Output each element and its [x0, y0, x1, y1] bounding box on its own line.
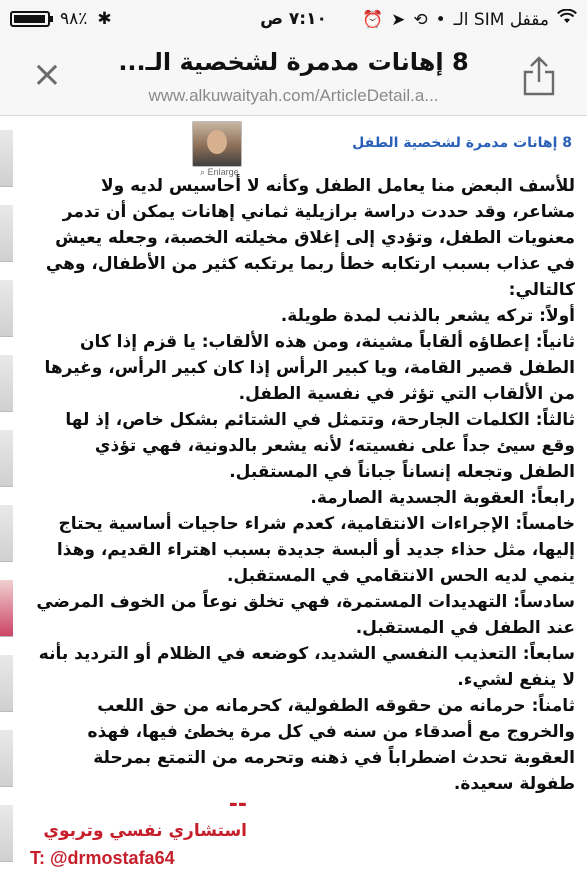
paragraph-2: ثانياً: إعطاؤه ألقاباً مشينة، ومن هذه الألقاب: يا قزم إذا كان الطفل قصير القامة، ويا كبير الرأس إذا كان كبير الرأس، وغيرها من الألقاب التي تؤثر في نفسية الطفل.	[44, 332, 575, 404]
browser-nav-bar	[0, 38, 587, 116]
status-carrier: الـ SIM مقفل	[453, 9, 549, 30]
status-right	[362, 9, 577, 30]
thumbnail	[0, 430, 13, 487]
close-icon: ×	[31, 54, 63, 95]
status-time: ٧:١٠ ص	[260, 9, 327, 29]
close-button[interactable]	[28, 56, 66, 94]
signature-handle[interactable]: T: @drmostafa64	[30, 848, 175, 868]
article	[22, 115, 587, 883]
paragraph-3: ثالثاً: الكلمات الجارحة، وتتمثل في الشتائم بشكل خاص، إذ لها وقع سيئ جداً على نفسيته؛ لأنه يشعر بالدونية، فهي تؤذي الطفل وتجعله إنساناً جباناً في المستقبل.	[65, 410, 575, 482]
enlarge-text: Enlarge	[207, 167, 239, 177]
page-title: 8 إهانات مدمرة لشخصية الـ...	[118, 48, 469, 76]
paragraph-1: أولاً: تركه يشعر بالذنب لمدة طويلة.	[280, 306, 575, 326]
paragraph-8: ثامناً: حرمانه من حقوقه الطفولية، كحرمانه من حق اللعب والخروج مع أصدقاء من سنه في كل مرة يخطئ فيها، فهذه العقوبة تحدث اضطراباً في ذهنه وتحرمه من التمتع بمرحلة طفولة سعيدة.	[87, 696, 575, 794]
signature-role: استشاري نفسي وتربوي	[43, 821, 247, 841]
author-photo[interactable]	[192, 121, 242, 167]
share-button[interactable]	[519, 54, 559, 98]
thumbnail	[0, 505, 13, 562]
left-thumbnail-strip	[0, 115, 14, 883]
paragraph-7: سابعاً: التعذيب النفسي الشديد، كوضعه في الظلام أو الترديد بأنه لا ينفع لشيء.	[38, 644, 575, 690]
thumbnail	[0, 355, 13, 412]
dot-icon: •	[435, 9, 446, 30]
page-url[interactable]: www.alkuwaityah.com/ArticleDetail.a...	[148, 86, 439, 105]
paragraph-4: رابعاً: العقوبة الجسدية الصارمة.	[310, 488, 575, 508]
magnifier-icon: ⌕	[200, 167, 206, 177]
status-bar	[0, 0, 587, 39]
thumbnail	[0, 655, 13, 712]
thumbnail	[0, 280, 13, 337]
thumbnail	[0, 205, 13, 262]
lock-rotation-icon: ⟲	[413, 9, 428, 30]
article-heading[interactable]: 8 إهانات مدمرة لشخصية الطفل	[352, 135, 572, 151]
alarm-icon: ⏰	[361, 9, 384, 30]
share-icon	[519, 54, 559, 98]
bluetooth-icon: ✱	[97, 9, 112, 29]
signature-dashes: --	[228, 792, 247, 817]
paragraph-6: سادساً: التهديدات المستمرة، فهي تخلق نوعاً من الخوف المرضي عند الطفل في المستقبل.	[36, 592, 575, 638]
article-body	[35, 173, 575, 797]
thumbnail	[0, 580, 13, 637]
paragraph-5: خامساً: الإجراءات الانتقامية، كعدم شراء حاجيات أساسية يحتاج إليها، مثل حذاء جديد أو ألبسة جديدة بسبب اهتراء القديم، وهذا ينمي لديه الحس الانتقامي في المستقبل.	[56, 514, 575, 586]
author-face	[207, 130, 227, 154]
paragraph-intro: للأسف البعض منا يعامل الطفل وكأنه لا أحاسيس لديه ولا مشاعر، وقد حددت دراسة برازيلية ثماني إهانات يمكن أن تدمر معنويات الطفل، وتؤدي إلى إغلاق مخيلته الخصبة، وجعله يعيش في عذاب بسبب ارتكابه خطأ ربما يرتكبه كثير من الأطفال، وهي كالتالي:	[45, 176, 575, 300]
location-arrow-icon: ➤	[391, 9, 406, 30]
wifi-icon	[557, 9, 577, 30]
thumbnail	[0, 130, 13, 187]
battery-percent: ٩٨٪	[60, 9, 88, 29]
thumbnail	[0, 805, 13, 862]
thumbnail	[0, 730, 13, 787]
